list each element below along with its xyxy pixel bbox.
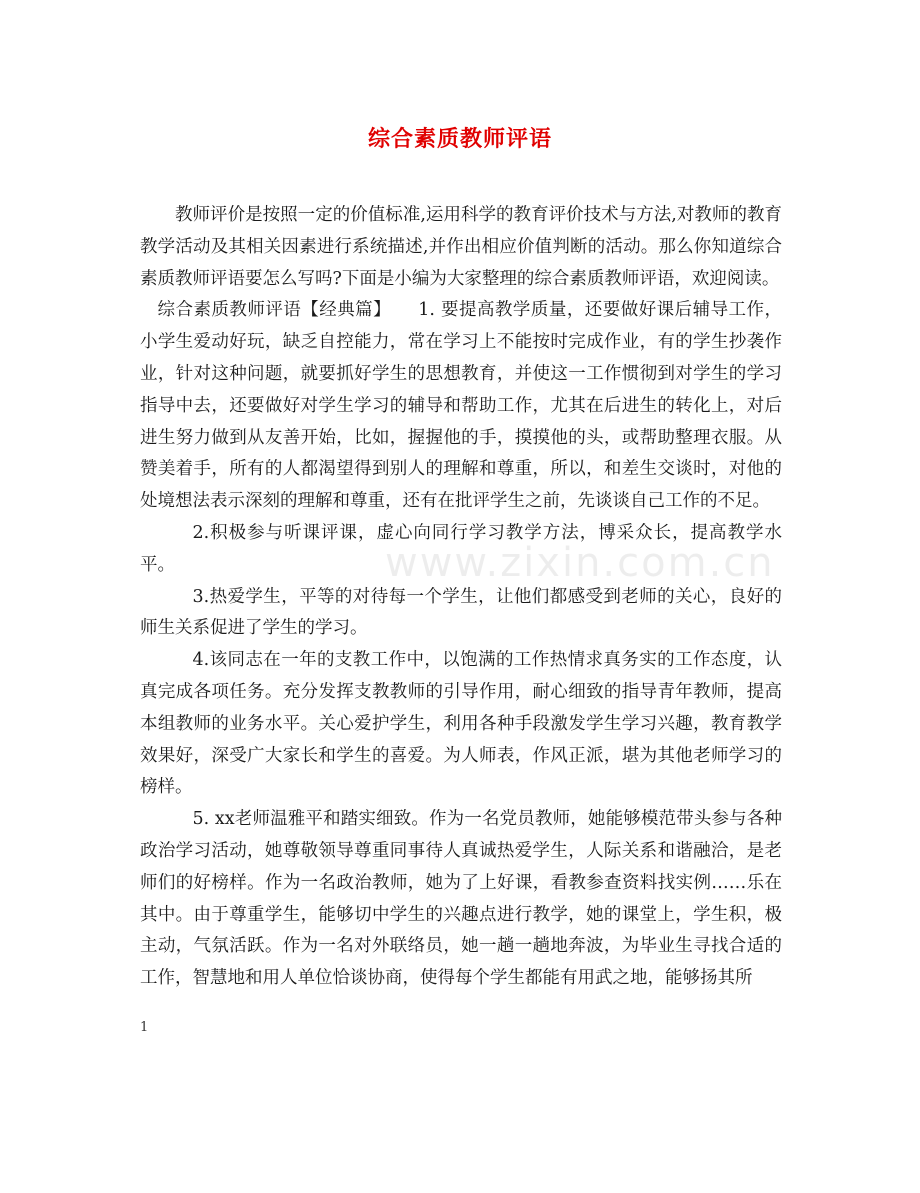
item-paragraph-4: 4.该同志在一年的支教工作中，以饱满的工作热情求真务实的工作态度，认真完成各项任务。充分发挥支教教师的引导作用，耐心细致的指导青年教师，提高本组教师的业务水平。关心爱护学生，利用各种手段激发学生学习兴趣，教育教学效果好，深受广大家长和学生的喜爱。为人师表，作风正派，堪为其他老师学习的榜样。 bbox=[140, 650, 782, 798]
page-number: 1 bbox=[140, 1020, 149, 1035]
watermark: www.zixin.com.cn bbox=[385, 540, 775, 586]
item-paragraph-2: 2.积极参与听课评课，虚心向同行学习教学方法，博采众长，提高教学水平。 bbox=[140, 522, 782, 575]
intro-paragraph: 教师评价是按照一定的价值标准,运用科学的教育评价技术与方法,对教师的教育教学活动及其相关因素进行系统描述,并作出相应价值判断的活动。那么你知道综合素质教师评语要怎么写吗?下面是小编为大家整理的综合素质教师评语，欢迎阅读。 bbox=[140, 205, 782, 289]
item-paragraph-3: 3.热爱学生，平等的对待每一个学生，让他们都感受到老师的关心，良好的师生关系促进了学生的学习。 bbox=[140, 586, 782, 639]
section-paragraph-classic: 综合素质教师评语【经典篇】 1. 要提高教学质量，还要做好课后辅导工作，小学生爱动好玩，缺乏自控能力，常在学习上不能按时完成作业，有的学生抄袭作业，针对这种问题，就要抓好学生的思想教育，并使这一工作惯彻到对学生的学习指导中去，还要做好对学生学习的辅导和帮助工作，尤其在后进生的转化上，对后进生努力做到从友善开始，比如，握握他的手，摸摸他的头，或帮助整理衣服。从赞美着手，所有的人都渴望得到别人的理解和尊重，所以，和差生交谈时，对他的处境想法表示深刻的理解和尊重，还有在批评学生之前，先谈谈自己工作的不足。 bbox=[140, 300, 782, 512]
document-title: 综合素质教师评语 bbox=[367, 126, 552, 152]
item-paragraph-5: 5. xx老师温雅平和踏实细致。作为一名党员教师，她能够模范带头参与各种政治学习活动，她尊敬领导尊重同事待人真诚热爱学生，人际关系和谐融洽，是老师们的好榜样。作为一名政治教师，她为了上好课，看教参查资料找实例……乐在其中。由于尊重学生，能够切中学生的兴趣点进行教学，她的课堂上，学生积，极主动，气氛活跃。作为一名对外联络员，她一趟一趟地奔波，为毕业生寻找合适的工作，智慧地和用人单位恰谈协商，使得每个学生都能有用武之地，能够扬其所 bbox=[140, 809, 782, 989]
document-body bbox=[140, 200, 782, 995]
